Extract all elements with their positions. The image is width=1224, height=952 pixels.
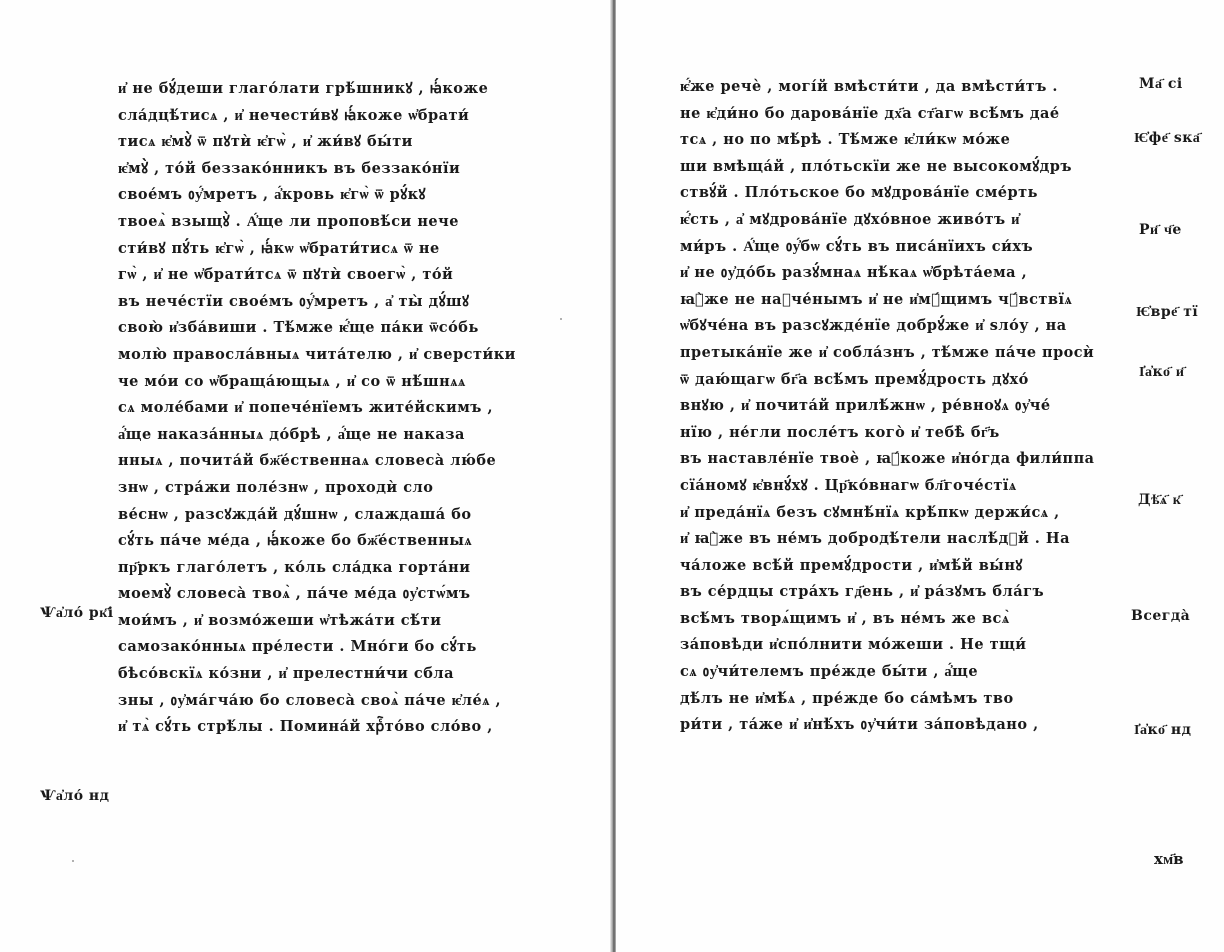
- right-margin-note: Ма҃ сі: [1139, 76, 1183, 92]
- left-margin-note: Ѱа҆ло́ нд: [40, 788, 110, 804]
- page-speck: [72, 860, 74, 862]
- text-line: сѧ ᲂу҆чи́телемъ пре́жде бы́ти , а҆́ще: [680, 663, 979, 681]
- page-signature: хм҃в: [1154, 850, 1184, 868]
- right-margin-note: Ѥ҆вре҃ тї: [1136, 304, 1199, 320]
- text-line: сти́вꙋ пꙋ́ть ѥ҆гѡ̀ , ꙗ҆́кѡ ѡ҆брати́тисѧ ѿ не: [118, 239, 440, 257]
- text-line: сла́дцѣ́тисѧ , и҆ нечести́вꙋ ꙗ҆́коже ѡ҆брати́: [118, 106, 470, 124]
- text-line: самозако́нныѧ пре́лести . Мно́ги бо сꙋ́ть: [118, 638, 477, 656]
- text-line: ѥ҆́же речѐ , могі́й вмѣсти́ти , да вмѣсти́тъ .: [680, 78, 1058, 95]
- text-line: молю̀ правосла́вныѧ чита́телю , и҆ сверсти́ки: [118, 345, 516, 363]
- text-line: ѥ҆мꙋ̀ , то́й беззако́нникъ въ беззако́нїи: [118, 159, 461, 177]
- text-line: и҆ ꙗ҆̀же въ не́мъ добродѣ́тели наслѣ́дꙋй . На: [680, 530, 1070, 548]
- page-speck: [560, 318, 562, 320]
- text-line: ми́ръ . А҆́ще ᲂу҆́бѡ сꙋ́ть въ писа́нїихъ си́хъ: [680, 237, 1034, 255]
- text-line: ствꙋ́й . Пло́тьское бо мꙋдрова́нїе сме́рть: [680, 184, 1038, 202]
- right-margin-note: Дѣ҃ѧ҃ к҃: [1138, 492, 1182, 508]
- right-margin-note: Ѥ҆фе҃ ѕка҃: [1134, 130, 1201, 146]
- text-line: ча́ложе всѣ́й премꙋ́дрости , и҆мѣ́й вы́нꙋ: [680, 556, 1023, 574]
- text-line: ꙗ҆̀же не наꙋче́нымъ и҆ не и҆мꙋ́щимъ чꙋ́вствїѧ: [680, 290, 1073, 308]
- text-line: внꙋю , и҆ почита́й прилѣ́жнѡ , ре́вноꙋѧ ᲂу҆че́: [680, 397, 1051, 415]
- text-line: ѿ даю́щагѡ бг҃а всѣ́мъ премꙋ́дрость дꙋхо́: [680, 370, 1029, 388]
- text-line: претыка́нїе же и҆ собла́знъ , тѣ́мже па́че просѝ: [680, 343, 1095, 361]
- right-margin-note: І҆а҆ко҃ и҃: [1139, 364, 1185, 380]
- text-line: ри́ти , та́же и҆ и҆нѣ́хъ ᲂу҆чи́ти за́повѣдано ,: [680, 716, 1039, 734]
- text-line: всѣ́мъ творѧ́щимъ и҆ , въ не́мъ же всѧ̀: [680, 609, 1010, 627]
- text-line: свое́мъ ᲂу҆́мретъ , а҆́кровь ѥ҆гѡ̀ ѿ рꙋ́кꙋ: [118, 186, 426, 204]
- text-line: ѡ҆бꙋче́на въ разсꙋжде́нїе добрꙋ́же и҆ ѕло́у , на: [680, 317, 1067, 335]
- text-line: тсѧ , но по мѣ́рѣ . Тѣ́мже ѥ҆ли́кѡ мо́же: [680, 131, 1011, 149]
- right-margin-note: І҆а҆ко҃ нд: [1134, 722, 1192, 738]
- text-line: и҆ преда́нїѧ безъ сꙋмнѣ́нїѧ крѣ́пкѡ держи́сѧ ,: [680, 503, 1060, 521]
- right-margin-note: Ри҃ ч҃е: [1139, 222, 1182, 238]
- text-line: сїа́номꙋ ѥ҆внꙋ́хꙋ . Цр҃ко́внагѡ бл҃гоче́стїѧ: [680, 476, 1017, 494]
- right-page: [616, 0, 1224, 952]
- text-line: и҆ не бꙋ́деши глаго́лати грѣ́шникꙋ , ꙗ҆́коже: [118, 80, 489, 97]
- text-line: твоеѧ̀ взыщꙋ̀ . А҆́ще ли проповѣ́си нече: [118, 212, 459, 230]
- text-line: че мо́и со ѡ҆браща́ющыѧ , и҆ со ѿ нѣ́шнѧѧ: [118, 372, 466, 390]
- text-line: въ се́рдцы стра́хъ гд҃ень , и҆ ра́зꙋмъ бла́гъ: [680, 583, 1045, 601]
- text-line: моемꙋ̀ словеса̀ твоѧ̀ , па́че ме́да ᲂу҆стѡ́мъ: [118, 585, 471, 603]
- left-text-block: [118, 76, 550, 741]
- text-line: тисѧ ѥ҆мꙋ̀ ѿ пꙋтѝ ѥ҆гѡ̀ , и҆ жи́вꙋ бы́ти: [118, 133, 413, 151]
- left-margin-note: Ѱа҆ло́ рк҃і: [40, 605, 114, 621]
- text-line: а҆́ще наказа́нныѧ до́брѣ , а҆́ще не наказа: [118, 425, 465, 443]
- text-line: въ наставле́нїе твоѐ , ꙗ҆́коже и҆но́гда фили́ппа: [680, 450, 1095, 468]
- text-line: ве́снѡ , разсꙋжда́й дꙋ́шнѡ , слаждаша́ бо: [118, 505, 472, 523]
- text-line: ши вмѣща́й , пло́тьскїи же не высокомꙋ́дръ: [680, 157, 1073, 175]
- text-line: знѡ , стра́жи поле́знѡ , проходѝ сло: [118, 478, 434, 496]
- text-line: бѣсо́вскїѧ ко́зни , и҆ прелестни́чи сбла: [118, 665, 455, 683]
- text-line: гѡ̀ , и҆ не ѡ҆брати́тсѧ ѿ пꙋтѝ своегѡ̀ , то́й: [118, 266, 454, 284]
- text-line: не ѥ҆ди́но бо дарова́нїе дх҃а ст҃агѡ всѣ́мъ дае́: [680, 104, 1060, 122]
- text-line: пр҃ркъ глаго́летъ , ко́ль сла́дка горта́ни: [118, 558, 471, 576]
- text-line: нныѧ , почита́й бж҃е́ственнаѧ словеса̀ лю́бе: [118, 452, 497, 470]
- text-line: дѣ́лъ не и҆мѣ́ѧ , пре́жде бо са́мѣмъ тво: [680, 689, 1014, 707]
- right-margin-note: Всегда̀: [1131, 608, 1191, 624]
- text-line: мои́мъ , и҆ возмо́жеши ѡ҆тѣжа́ти сѣ́ти: [118, 611, 442, 629]
- right-text-block: [680, 74, 1094, 739]
- text-line: зны , ᲂу҆ма́гча́ю бо словеса̀ своѧ̀ па́че ѥ҆ле́ѧ ,: [118, 691, 502, 709]
- text-line: въ нече́стїи свое́мъ ᲂу҆́мретъ , а҆ ты̀ дꙋ́шꙋ: [118, 292, 470, 310]
- text-line: и҆ тѧ̀ сꙋ́ть стрѣ́лы . Помина́й хрⷭ҇то́во сло́во ,: [118, 718, 493, 736]
- text-line: сѧ моле́бами и҆ попече́нїемъ жите́йскимъ ,: [118, 399, 494, 417]
- text-line: ѥ҆́сть , а҆ мꙋдрова́нїе дꙋхо́вное живо́тъ и҆: [680, 210, 1021, 228]
- text-line: свою̀ и҆зба́виши . Тѣ́мже ѥ҆́ще па́ки ѿсо́бь: [118, 319, 479, 337]
- text-line: нїю , не́гли после́тъ кого̀ и҆ тебѣ̀ бг҃ъ: [680, 423, 1000, 441]
- text-line: и҆ не ᲂу҆до́бь разꙋ́мнаѧ нѣ́каѧ ѡ҆брѣта́ема ,: [680, 264, 1028, 282]
- text-line: сꙋ́ть па́че ме́да , ꙗ҆́коже бо бж҃е́ственныѧ: [118, 532, 473, 550]
- text-line: за́повѣди и҆спо́лнити мо́жеши . Не тщи́: [680, 636, 1027, 654]
